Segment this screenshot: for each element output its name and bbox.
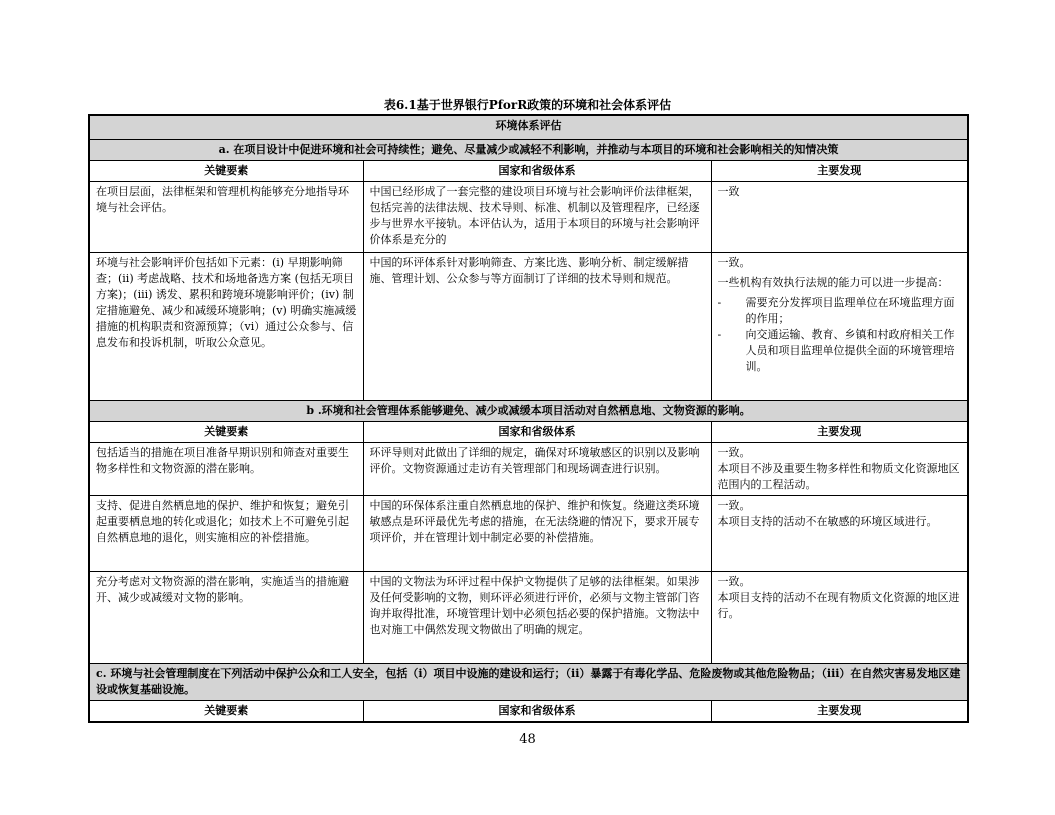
column-header-finding: 主要发现 bbox=[711, 160, 968, 181]
column-header-row bbox=[89, 700, 968, 722]
table-row bbox=[89, 442, 968, 495]
section-title: c. 环境与社会管理制度在下列活动中保护公众和工人安全，包括（i）项目中设施的建设和运行；（ii）暴露于有毒化学品、危险废物或其他危险物品；（iii）在自然灾害易发地区建设或恢复基础设施。 bbox=[89, 663, 968, 700]
column-header-system: 国家和省级体系 bbox=[363, 700, 711, 722]
cell-system: 环评导则对此做出了详细的规定，确保对环境敏感区的识别以及影响评价。文物资源通过走访有关管理部门和现场调查进行识别。 bbox=[363, 442, 711, 495]
finding-status: 一致。 bbox=[717, 498, 751, 512]
cell-system: 中国的环保体系注重自然栖息地的保护、维护和恢复。绕避这类环境敏感点是环评最优先考虑的措施，在无法绕避的情况下，要求开展专项评价，并在管理计划中制定必要的补偿措施。 bbox=[363, 495, 711, 571]
finding-bullet-list bbox=[718, 295, 962, 375]
column-header-row bbox=[89, 421, 968, 442]
document-title: 表6.1基于世界银行PforR政策的环境和社会体系评估 bbox=[383, 98, 672, 112]
column-header-system: 国家和省级体系 bbox=[363, 160, 711, 181]
table-row bbox=[89, 252, 968, 400]
cell-key: 环境与社会影响评价包括如下元素：(i) 早期影响筛查；(ii) 考虑战略、技术和场地备选方案 (包括无项目方案)；(iii) 诱发、累积和跨境环境影响评价；(iv) 制定措施避免、减少和减缓环境影响；(v) 明确实施减缓措施的机构职责和资源预算；（vi）通过公众参与、信息发布和投诉机制，听取公众意见。 bbox=[89, 252, 363, 400]
table-row bbox=[89, 495, 968, 571]
finding-note: 本项目不涉及重要生物多样性和物质文化资源地区范围内的工程活动。 bbox=[717, 461, 960, 491]
finding-note: 本项目支持的活动不在敏感的环境区域进行。 bbox=[717, 514, 938, 528]
finding-bullet: - 需要充分发挥项目监理单位在环境监理方面的作用； bbox=[718, 295, 962, 327]
assessment-table bbox=[88, 114, 969, 723]
page-number: 48 bbox=[519, 732, 536, 747]
cell-finding bbox=[711, 571, 968, 663]
cell-system: 中国的环评体系针对影响筛查、方案比选、影响分析、制定缓解措施、管理计划、公众参与等方面制订了详细的技术导则和规范。 bbox=[363, 252, 711, 400]
cell-finding bbox=[711, 442, 968, 495]
section-a-title-row bbox=[89, 139, 968, 160]
cell-key: 支持、促进自然栖息地的保护、维护和恢复；避免引起重要栖息地的转化或退化；如技术上不可避免引起自然栖息地的退化，则实施相应的补偿措施。 bbox=[89, 495, 363, 571]
finding-status: 一致。 bbox=[717, 574, 751, 588]
column-header-key: 关键要素 bbox=[89, 421, 363, 442]
cell-system: 中国的文物法为环评过程中保护文物提供了足够的法律框架。如果涉及任何受影响的文物，则环评必须进行评价，必须与文物主管部门咨询并取得批准，环境管理计划中必须包括必要的保护措施。文物法中也对施工中偶然发现文物做出了明确的规定。 bbox=[363, 571, 711, 663]
column-header-row bbox=[89, 160, 968, 181]
table-main-header: 环境体系评估 bbox=[89, 115, 968, 139]
table-main-header-row bbox=[89, 115, 968, 139]
column-header-finding: 主要发现 bbox=[711, 700, 968, 722]
section-b-title-row bbox=[89, 400, 968, 421]
table-row bbox=[89, 571, 968, 663]
table-row bbox=[89, 181, 968, 252]
finding-note: 本项目支持的活动不在现有物质文化资源的地区进行。 bbox=[717, 590, 960, 620]
cell-key: 在项目层面，法律框架和管理机构能够充分地指导环境与社会评估。 bbox=[89, 181, 363, 252]
section-c-title-row bbox=[89, 663, 968, 700]
column-header-system: 国家和省级体系 bbox=[363, 421, 711, 442]
cell-key: 包括适当的措施在项目准备早期识别和筛查对重要生物多样性和文物资源的潜在影响。 bbox=[89, 442, 363, 495]
cell-finding bbox=[711, 495, 968, 571]
cell-finding: 一致 bbox=[711, 181, 968, 252]
section-title: a. 在项目设计中促进环境和社会可持续性；避免、尽量减少或减轻不利影响，并推动与本项目的环境和社会影响相关的知情决策 bbox=[89, 139, 968, 160]
section-title: b .环境和社会管理体系能够避免、减少或减缓本项目活动对自然栖息地、文物资源的影响。 bbox=[89, 400, 968, 421]
cell-key: 充分考虑对文物资源的潜在影响，实施适当的措施避开、减少或减缓对文物的影响。 bbox=[89, 571, 363, 663]
cell-system: 中国已经形成了一套完整的建设项目环境与社会影响评价法律框架，包括完善的法律法规、技术导则、标准、机制以及管理程序，已经逐步与世界水平接轨。本评估认为，适用于本项目的环境与社会影响评价体系是充分的 bbox=[363, 181, 711, 252]
column-header-finding: 主要发现 bbox=[711, 421, 968, 442]
finding-note: 一些机构有效执行法规的能力可以进一步提高： bbox=[717, 275, 949, 289]
finding-status: 一致。 bbox=[717, 255, 751, 269]
column-header-key: 关键要素 bbox=[89, 160, 363, 181]
finding-bullet: - 向交通运输、教育、乡镇和村政府相关工作人员和项目监理单位提供全面的环境管理培训。 bbox=[718, 327, 962, 375]
column-header-key: 关键要素 bbox=[89, 700, 363, 722]
cell-finding bbox=[711, 252, 968, 400]
finding-status: 一致。 bbox=[717, 445, 751, 459]
